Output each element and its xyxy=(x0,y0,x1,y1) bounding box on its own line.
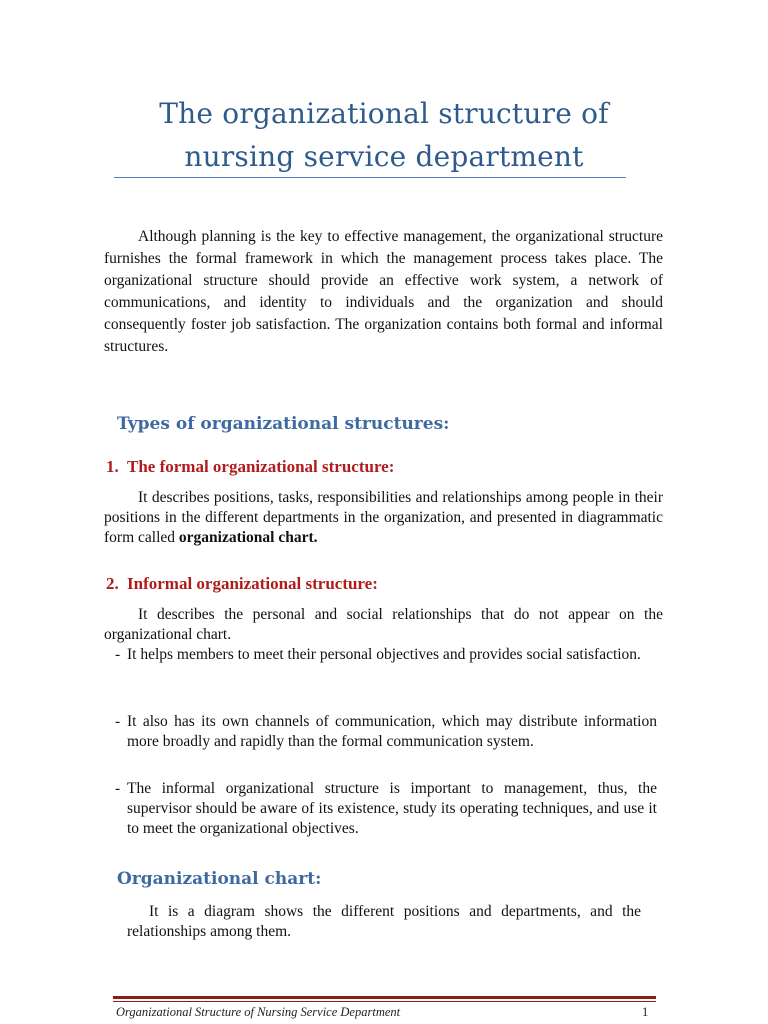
footer-rule-thin xyxy=(113,1001,656,1002)
footer-title: Organizational Structure of Nursing Service Department xyxy=(116,1005,401,1019)
page-number: 1 xyxy=(642,1005,649,1019)
title-underline xyxy=(114,177,626,178)
org-chart-description: It is a diagram shows the different positions and departments, and the relationships among them. xyxy=(127,903,641,940)
informal-number: 2. xyxy=(106,574,119,593)
bullet-text: It helps members to meet their personal objectives and provides social satisfaction. xyxy=(127,646,641,663)
formal-number: 1. xyxy=(106,457,119,476)
org-chart-heading: Organizational chart: xyxy=(117,869,322,889)
bullet-dash: - xyxy=(115,646,121,663)
types-heading: Types of organizational structures: xyxy=(117,414,450,434)
informal-description: It describes the personal and social relationships that do not appear on the organizational chart. xyxy=(104,606,663,643)
informal-heading-text: Informal organizational structure: xyxy=(127,574,378,593)
title-line-1: The organizational structure of xyxy=(159,97,609,130)
intro-paragraph: Although planning is the key to effective management, the organizational structure furnishes the formal framework in which the management process takes place. The organizational structure should provide an effective work system, a network of communications, and identity to individuals and the organization and should consequently foster job satisfaction. The organization contains both formal and informal structures. xyxy=(104,228,663,355)
formal-description-bold: organizational chart. xyxy=(178,529,318,546)
bullet-dash: - xyxy=(115,780,121,797)
list-item xyxy=(115,779,657,839)
formal-heading-text: The formal organizational structure: xyxy=(127,457,395,476)
title-line-2: nursing service department xyxy=(184,140,584,173)
formal-description-text: It describes positions, tasks, responsibilities and relationships among people in their positions in the different departments in the organization, and presented in diagrammatic form called xyxy=(104,489,663,546)
bullet-text: It also has its own channels of communication, which may distribute information more broadly and rapidly than the formal communication system. xyxy=(127,713,657,750)
bullet-dash: - xyxy=(115,713,121,730)
footer-rule-thick xyxy=(113,996,656,999)
formal-description xyxy=(104,488,663,548)
bullet-text: The informal organizational structure is important to management, thus, the supervisor should be aware of its existence, study its operating techniques, and use it to meet the organizational objectives. xyxy=(127,780,657,837)
formal-structure-heading xyxy=(106,455,394,479)
list-item xyxy=(115,645,657,665)
page-title xyxy=(0,92,768,178)
list-item xyxy=(115,712,657,752)
informal-structure-heading xyxy=(106,572,378,596)
